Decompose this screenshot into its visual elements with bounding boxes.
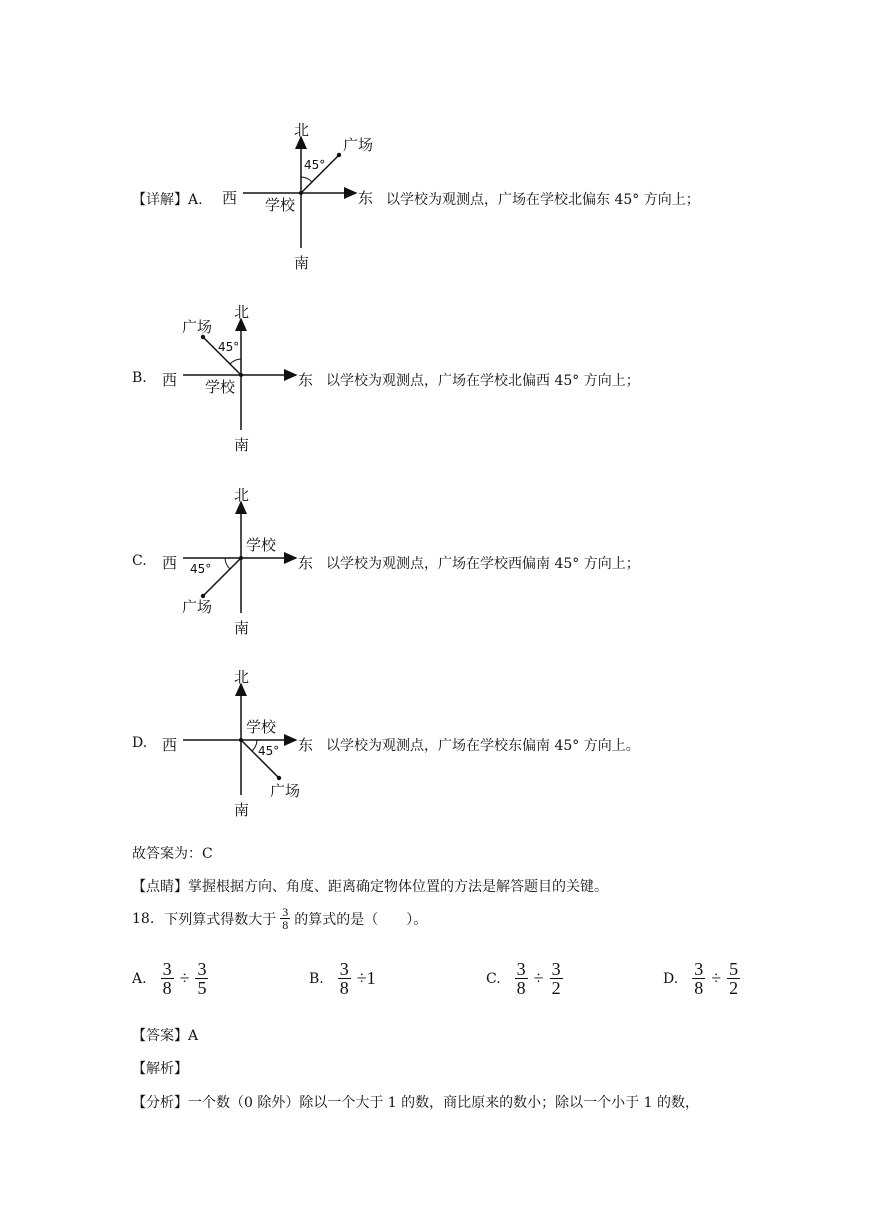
svg-text:西: 西 (162, 371, 178, 389)
svg-text:广场: 广场 (182, 318, 213, 336)
conclusion: 故答案为：C (132, 846, 213, 862)
compass-diagram-a (210, 115, 380, 275)
compass-diagram-c (150, 480, 320, 640)
detail-b-text: 以学校为观测点，广场在学校北偏西 45° 方向上； (326, 373, 640, 389)
angle-label: 45° (304, 158, 326, 172)
detail-b-label: B. (132, 370, 147, 386)
svg-text:学校: 学校 (246, 718, 277, 736)
stem-fraction: $\frac{3}{8}$ (282, 905, 289, 932)
svg-text:西: 西 (162, 554, 178, 572)
west-label: 西 (222, 189, 238, 207)
svg-text:广场: 广场 (182, 598, 213, 616)
svg-text:东: 东 (298, 736, 314, 754)
svg-text:北: 北 (234, 303, 250, 321)
svg-text:北: 北 (234, 486, 250, 504)
square-label: 广场 (343, 136, 374, 154)
school-dot (299, 191, 303, 195)
school-label: 学校 (265, 196, 296, 214)
detail-d-text: 以学校为观测点，广场在学校东偏南 45° 方向上。 (326, 738, 640, 754)
option-b[interactable]: B. $\frac{3}{8}$ ÷1 (309, 959, 376, 998)
tip: 【点睛】掌握根据方向、角度、距离确定物体位置的方法是解答题目的关键。 (132, 879, 608, 895)
svg-text:南: 南 (234, 436, 250, 454)
detail-a-prefix: 【详解】A. (132, 192, 203, 208)
svg-text:学校: 学校 (246, 536, 277, 554)
detail-c-label: C. (132, 553, 147, 569)
north-label: 北 (294, 121, 310, 139)
svg-text:西: 西 (162, 736, 178, 754)
svg-text:北: 北 (234, 668, 250, 686)
svg-text:广场: 广场 (270, 782, 301, 800)
svg-text:南: 南 (234, 619, 250, 637)
question-number: 18. (132, 910, 155, 927)
analysis-title: 【解析】 (132, 1061, 188, 1077)
svg-text:南: 南 (234, 801, 250, 819)
compass-diagram-d (150, 662, 320, 822)
svg-text:东: 东 (298, 554, 314, 572)
option-a[interactable]: A. $\frac{3}{8}$ ÷ $\frac{3}{5}$ (132, 959, 207, 998)
option-c[interactable]: C. $\frac{3}{8}$ ÷ $\frac{3}{2}$ (486, 959, 561, 998)
angle-arc (301, 177, 312, 182)
square-dot (337, 153, 341, 157)
svg-text:45°: 45° (218, 340, 240, 354)
analysis-text: 【分析】一个数（0 除外）除以一个大于 1 的数，商比原来的数小；除以一个小于 1 的数， (132, 1095, 699, 1111)
stem-after: 的算式的是（ ）。 (294, 911, 428, 928)
east-label: 东 (358, 189, 374, 207)
stem-before: 下列算式得数大于 (164, 911, 277, 928)
detail-c-text: 以学校为观测点，广场在学校西偏南 45° 方向上； (326, 556, 640, 572)
answer: 【答案】A (132, 1028, 199, 1044)
svg-text:45°: 45° (190, 562, 212, 576)
svg-text:学校: 学校 (205, 378, 236, 396)
detail-a-text: 以学校为观测点，广场在学校北偏东 45° 方向上； (386, 192, 700, 208)
compass-diagram-b (150, 297, 320, 457)
question-18-stem (132, 906, 427, 931)
svg-text:45°: 45° (258, 744, 280, 758)
detail-d-label: D. (132, 735, 148, 751)
option-d[interactable]: D. $\frac{3}{8}$ ÷ $\frac{5}{2}$ (663, 959, 739, 998)
svg-text:东: 东 (298, 371, 314, 389)
south-label: 南 (294, 254, 310, 272)
